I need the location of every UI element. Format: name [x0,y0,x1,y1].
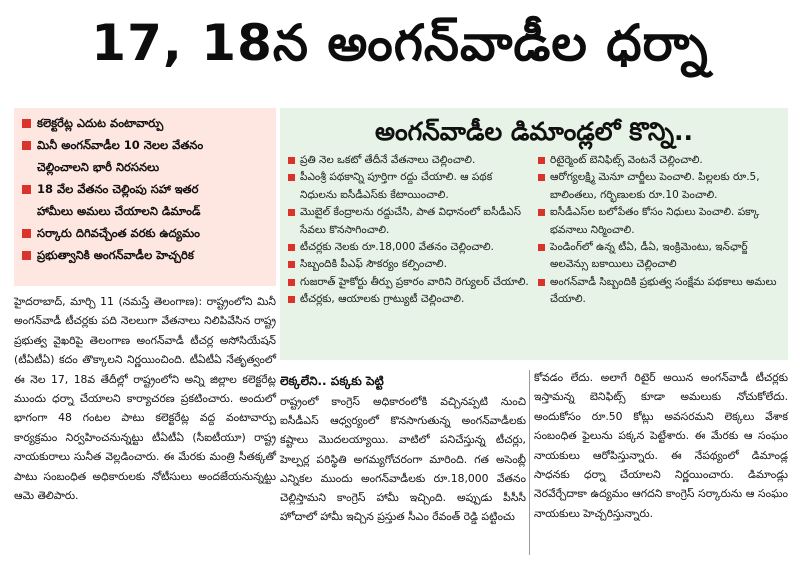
highlight-text: హామీలు అమలు చేయాలని డిమాండ్ [37,204,201,218]
highlight-text: మినీ అంగన్‌వాడీల 10 నెలల వేతనం [37,138,204,152]
highlight-item-continued [20,200,270,222]
bullet-square-icon [22,141,31,150]
demand-item [536,204,782,239]
bullet-square-icon [288,174,295,181]
article-subhead: లెక్కలేని.. పక్కకు పెట్టి [280,374,384,388]
article-paragraph: రాష్ట్రంలో కాంగ్రెస్ అధికారంలోకి వచ్చినప్పటి నుంచి ఐసీడీఎస్ ఆధ్వర్యంలో కొనసాగుతున్న అంగన్‌వాడీలకు కష్టాలు మొదలయ్యాయి. వాటిలో పనిచేస్తున్న టీచర్లు, హెల్పర్ల పరిస్థితి అగమ్యగోచరంగా మారింది. గత అసెంబ్లీ ఎన్నికల ముందు అంగన్‌వాడీలకు రూ.18,000 వేతనం చెల్లిస్తామని కాంగ్రెస్ హామీ ఇచ్చింది. అప్పుడు పీసీసీ హోదాలో హామీ ఇచ్చిన ప్రస్తుత సీఎం రేవంత్ రెడ్డి పట్టించు [280,395,526,524]
bullet-square-icon [22,119,31,128]
demand-item [286,256,532,273]
highlight-text: సర్కారు దిగివచ్చేంత వరకు ఉద్యమం [37,226,200,240]
highlight-item-continued [20,156,270,178]
bullet-square-icon [22,229,31,238]
demand-text: పెండింగ్‌లో ఉన్న టీఏ, డీఏ, ఇంక్రిమెంటు, ఇన్‌ఛార్జ్ అలవెన్సు బకాయిలు చెల్లించాలి [550,241,748,271]
demand-text: సిబ్బందికి పీఎఫ్ సౌకర్యం కల్పించాలి. [300,258,447,271]
demand-text: అంగన్‌వాడీ సిబ్బందికి ప్రభుత్వ సంక్షేమ పథకాలు అమలు చేయాలి. [550,275,777,306]
highlight-item [20,178,270,200]
demand-item [536,169,782,204]
demand-text: గుజరాత్ హైకోర్టు తీర్పు ప్రకారం వారిని రెగ్యులర్ చేయాలి. [300,275,529,288]
demands-box [280,108,788,360]
highlight-text: కలెక్టరేట్ల ఎదుట వంటావార్పు [37,116,164,130]
demand-text: మొబైల్ కేంద్రాలను రద్దుచేసి, పాత విధానంలో ఐసీడీఎస్ సేవలు కొనసాగించాలి. [300,206,522,236]
demand-text: ప్రతి నెల ఒకటో తేదీనే వేతనాలు చెల్లించాలి. [300,154,476,166]
column-divider [529,370,530,555]
highlight-item [20,134,270,156]
bullet-square-icon [288,261,295,268]
demand-item [286,152,532,169]
bullet-square-icon [288,279,295,286]
article-paragraph: హైదరాబాద్, మార్చి 11 (నమస్తే తెలంగాణ): రాష్ట్రంలోని మినీ అంగన్‌వాడీ టీచర్లకు పది నెలలుగా వేతనాలు నిలిపివేసిన రాష్ట్ర ప్రభుత్వ వైఖరిపై తెలంగాణ అంగన్‌వాడీ టీచర్ల అసోసియేషన్ (టీఏటీఏ) కదం తొక్కాలని నిర్ణయించింది. టీఏటీఏ నేతృత్వంలో ఈ నెల 17, 18వ తేదీల్లో రాష్ట్రంలోని అన్ని జిల్లాల కలెక్టరేట్ల ముందు ధర్నా చేయాలని కార్యాచరణ ప్రకటించారు. అందులో భాగంగా 48 గంటల పాటు కలెక్టరేట్ల వద్ద వంటావార్పు కార్యక్రమం నిర్వహించనున్నట్టు టీఏటీఏ (సీఐటీయూ) రాష్ట్ర నాయకురాలు సునీత వెల్లడించారు. ఈ మేరకు మంత్రి సీతక్కతో పాటు సంబంధిత అధికారులకు నోటీసులు అందజేయనున్నట్టు ఆమె తెలిపారు. [14,295,276,503]
demand-text: రిటైర్మెంట్ బెనిఫిట్స్ వెంటనే చెల్లించాలి. [550,154,703,166]
highlight-item [20,222,270,244]
bullet-square-icon [288,157,295,164]
bullet-square-icon [538,244,545,251]
highlight-text: 18 వేల వేతనం చెల్లింపు సహా ఇతర [37,182,199,196]
demand-text: ఐసీడీఎస్‌ల బలోపేతం కోసం నిధులు పెంచాలి. పక్కా భవనాలు నిర్మించాలి. [550,206,760,236]
demand-item [286,204,532,239]
bullet-square-icon [538,174,545,181]
demand-text: టీచర్లకు, ఆయాలకు గ్రాట్యుటీ చెల్లించాలి. [300,293,465,306]
bullet-square-icon [288,209,295,216]
highlight-item [20,244,270,266]
bullet-square-icon [288,296,295,303]
bullet-square-icon [22,185,31,194]
demand-item [536,274,782,309]
highlight-text: చెల్లించాలని భారీ నిరసనలు [37,160,160,174]
article-right-column [534,368,788,523]
article-middle-column [280,392,526,526]
article-paragraph: కోవడం లేదు. అలాగే రిటైర్ అయిన అంగన్‌వాడీ టీచర్లకు ఇస్తామన్న బెనిఫిట్స్ కూడా అమలుకు నోచుకోలేదు. అందుకోసం రూ.50 కోట్లు అవసరమని లెక్కలు వేశాక సంబంధిత ఫైలును పక్కన పెట్టేశారు. ఈ మేరకు ఆ సంఘం నాయకులు ఆరోపిస్తున్నారు. ఈ నేపథ్యంలో డిమాండ్ల సాధనకు ధర్నా చేయాలని నిర్ణయించారు. డిమాండ్లు నెరవేర్చేదాకా ఉద్యమం ఆగదని కాంగ్రెస్ సర్కారును ఆ సంఘం నాయకులు హెచ్చరిస్తున్నారు. [534,371,788,520]
demands-left-column [286,152,532,309]
bullet-square-icon [22,251,31,260]
demand-item [286,239,532,256]
highlight-text: ప్రభుత్వానికి అంగన్‌వాడీల హెచ్చరిక [37,248,194,262]
demands-title: అంగన్‌వాడీల డిమాండ్లలో కొన్ని.. [375,117,693,146]
headline: 17, 18న అంగన్‌వాడీల ధర్నా [91,13,709,72]
demand-item [536,239,782,274]
demand-text: టీచర్లకు నెలకు రూ.18,000 వేతనం చెల్లించాలి. [300,241,494,254]
demand-item [286,274,532,291]
demand-item [286,169,532,204]
bullet-square-icon [288,244,295,251]
bullet-square-icon [538,279,545,286]
demand-item [536,152,782,169]
demand-text: ఆరోగ్యలక్ష్మి మెనూ చార్జీలు పెంచాలి. పిల్లలకు రూ.5, బాలింతలు, గర్భిణులకు రూ.10 పెంచాలి. [550,171,760,201]
demand-text: పీఎంశ్రీ పథకాన్ని పూర్తిగా రద్దు చేయాలి. ఆ పథక నిధులను ఐసీడీఎస్‌కు కేటాయించాలి. [300,171,493,201]
bullet-square-icon [538,157,545,164]
highlight-item [20,112,270,134]
article-left-column [14,292,276,505]
demands-right-column [536,152,782,309]
highlights-box [14,108,276,286]
demand-item [286,291,532,308]
bullet-square-icon [538,209,545,216]
